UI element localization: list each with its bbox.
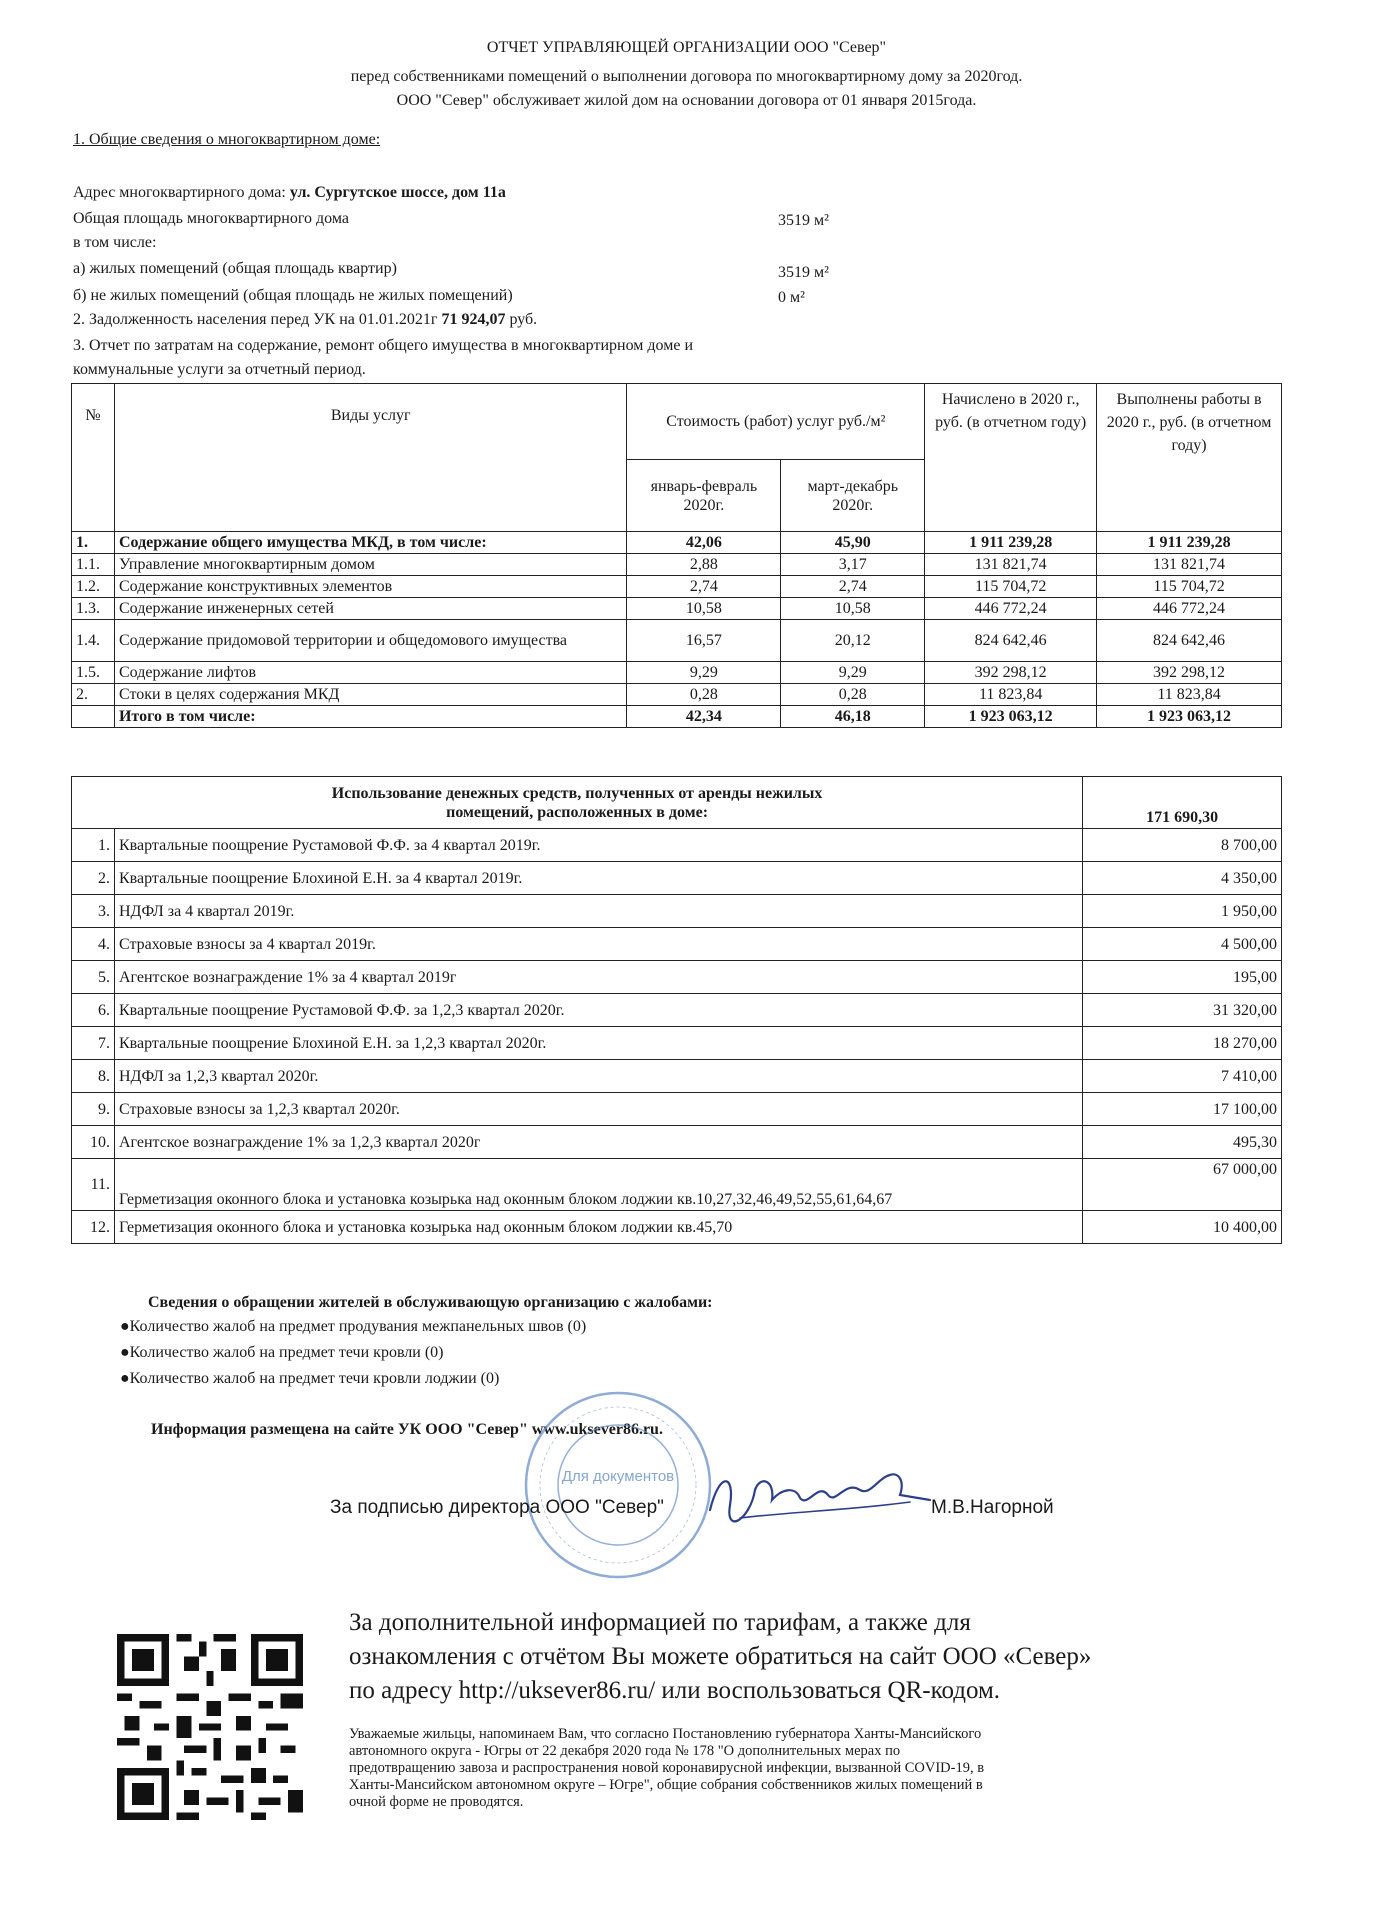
col-header-mar-dec: март-декабрь 2020г.: [781, 460, 925, 532]
expense-name: Квартальные поощрение Блохиной Е.Н. за 4 квартал 2019г.: [114, 862, 1082, 895]
cost-jan-feb: 42,06: [627, 532, 781, 554]
table-row: [72, 1060, 1282, 1093]
debt-unit: руб.: [505, 311, 538, 328]
amount-charged: 1 923 063,12: [925, 706, 1097, 728]
table-row: [72, 1093, 1282, 1126]
row-num: 12.: [72, 1211, 115, 1244]
row-num: [72, 706, 115, 728]
expense-amount: 4 500,00: [1083, 928, 1282, 961]
table-row: [72, 895, 1282, 928]
row-num: 1.5.: [72, 662, 115, 684]
footer-big-line-1: За дополнительной информацией по тарифам, а также для: [349, 1609, 971, 1636]
footer-big-line-3: по адресу http://uksever86.ru/ или воспользоваться QR-кодом.: [349, 1677, 1001, 1704]
table-row: [72, 862, 1282, 895]
service-name: Управление многоквартирным домом: [114, 554, 626, 576]
row-num: 2.: [72, 684, 115, 706]
footer-notice-line-2: автономного округа - Югры от 22 декабря 2020 года № 178 "О дополнительных мерах по: [349, 1743, 901, 1759]
expense-amount: 495,30: [1083, 1126, 1282, 1159]
address-label: Адрес многоквартирного дома:: [73, 184, 290, 201]
amount-done: 446 772,24: [1097, 598, 1282, 620]
service-name: Содержание общего имущества МКД, в том числе:: [114, 532, 626, 554]
handwritten-signature: [700, 1460, 950, 1530]
cost-jan-feb: 16,57: [627, 620, 781, 662]
debt-line: [73, 310, 537, 330]
cost-mar-dec: 45,90: [781, 532, 925, 554]
expense-amount: 17 100,00: [1083, 1093, 1282, 1126]
qr-code[interactable]: [117, 1634, 303, 1820]
footer-notice-line-5: очной форме не проводятся.: [349, 1794, 524, 1810]
expense-name: НДФЛ за 1,2,3 квартал 2020г.: [114, 1060, 1082, 1093]
amount-charged: 824 642,46: [925, 620, 1097, 662]
total-area-value: 3519 м²: [778, 212, 829, 229]
service-name: Содержание придомовой территории и общедомового имущества: [114, 620, 626, 662]
organization-stamp: [518, 1385, 718, 1585]
table-row: [72, 829, 1282, 862]
nonliving-area-value: 0 м²: [778, 289, 805, 306]
amount-done: 1 923 063,12: [1097, 706, 1282, 728]
row-num: 1.4.: [72, 620, 115, 662]
table-row: [72, 1211, 1282, 1244]
footer-notice-line-1: Уважаемые жильцы, напоминаем Вам, что согласно Постановлению губернатора Ханты-Мансийского: [349, 1726, 982, 1742]
contract-line: ООО "Север" обслуживает жилой дом на основании договора от 01 января 2015года.: [396, 92, 977, 109]
expense-amount: 7 410,00: [1083, 1060, 1282, 1093]
table-row: [72, 662, 1282, 684]
amount-charged: 131 821,74: [925, 554, 1097, 576]
expense-name: Квартальные поощрение Рустамовой Ф.Ф. за 4 квартал 2019г.: [114, 829, 1082, 862]
row-num: 2.: [72, 862, 115, 895]
service-name: Содержание лифтов: [114, 662, 626, 684]
amount-done: 1 911 239,28: [1097, 532, 1282, 554]
expense-name: Страховые взносы за 4 квартал 2019г.: [114, 928, 1082, 961]
footer-notice-line-3: предотвращению завоза и распространения новой коронавирусной инфекции, вызванной COVID-19, в: [349, 1760, 985, 1776]
row-num: 1.3.: [72, 598, 115, 620]
rent-total: 171 690,30: [1083, 777, 1282, 829]
amount-charged: 446 772,24: [925, 598, 1097, 620]
complaint-item: ●Количество жалоб на предмет течи кровли (0): [120, 1344, 444, 1361]
amount-done: 392 298,12: [1097, 662, 1282, 684]
report-line-2: коммунальные услуги за отчетный период.: [73, 361, 366, 378]
table-row: [72, 994, 1282, 1027]
expense-name: Агентское вознаграждение 1% за 4 квартал 2019г: [114, 961, 1082, 994]
rent-heading: [72, 777, 1083, 829]
row-num: 1.: [72, 532, 115, 554]
rent-heading-line-1: Использование денежных средств, полученных от аренды нежилых: [331, 784, 823, 802]
table-row: [72, 554, 1282, 576]
cost-jan-feb: 2,74: [627, 576, 781, 598]
col-header-num: №: [72, 384, 115, 532]
cost-jan-feb: 0,28: [627, 684, 781, 706]
including-label: в том числе:: [73, 234, 157, 251]
expense-name: Агентское вознаграждение 1% за 1,2,3 квартал 2020г: [114, 1126, 1082, 1159]
service-name: Содержание инженерных сетей: [114, 598, 626, 620]
col-header-services: Виды услуг: [114, 384, 626, 532]
expense-name: Квартальные поощрение Блохиной Е.Н. за 1,2,3 квартал 2020г.: [114, 1027, 1082, 1060]
amount-charged: 11 823,84: [925, 684, 1097, 706]
col-header-done: Выполнены работы в 2020 г., руб. (в отчетном году): [1097, 384, 1282, 532]
row-num: 1.2.: [72, 576, 115, 598]
row-num: 10.: [72, 1126, 115, 1159]
amount-done: 824 642,46: [1097, 620, 1282, 662]
complaints-heading: Сведения о обращении жителей в обслуживающую организацию с жалобами:: [148, 1294, 713, 1311]
cost-jan-feb: 9,29: [627, 662, 781, 684]
services-cost-table: [71, 383, 1282, 728]
address-line: [73, 183, 506, 203]
row-num: 5.: [72, 961, 115, 994]
expense-amount: 18 270,00: [1083, 1027, 1282, 1060]
cost-mar-dec: 10,58: [781, 598, 925, 620]
col-header-jan-feb: январь-февраль 2020г.: [627, 460, 781, 532]
amount-charged: 392 298,12: [925, 662, 1097, 684]
expense-amount: 31 320,00: [1083, 994, 1282, 1027]
amount-charged: 115 704,72: [925, 576, 1097, 598]
rent-funds-table: [71, 776, 1282, 1244]
expense-amount: 67 000,00: [1083, 1159, 1282, 1211]
row-num: 6.: [72, 994, 115, 1027]
amount-done: 115 704,72: [1097, 576, 1282, 598]
cost-jan-feb: 2,88: [627, 554, 781, 576]
debt-value: 71 924,07: [441, 311, 506, 328]
stamp-text: Для документов: [561, 1468, 675, 1485]
complaint-item: ●Количество жалоб на предмет продувания межпанельных швов (0): [120, 1318, 587, 1335]
expense-amount: 10 400,00: [1083, 1211, 1282, 1244]
complaint-item: ●Количество жалоб на предмет течи кровли лоджии (0): [120, 1370, 500, 1387]
expense-name: Страховые взносы за 1,2,3 квартал 2020г.: [114, 1093, 1082, 1126]
section1-heading: 1. Общие сведения о многоквартирном доме:: [73, 131, 381, 148]
row-num: 8.: [72, 1060, 115, 1093]
table-row: [72, 928, 1282, 961]
table-row: [72, 598, 1282, 620]
col-header-cost: Стоимость (работ) услуг руб./м²: [627, 384, 925, 460]
signature-label: За подписью директора ООО "Север": [330, 1497, 664, 1518]
expense-amount: 195,00: [1083, 961, 1282, 994]
director-name: М.В.Нагорной: [931, 1497, 1054, 1518]
service-name: Стоки в целях содержания МКД: [114, 684, 626, 706]
cost-mar-dec: 20,12: [781, 620, 925, 662]
cost-mar-dec: 46,18: [781, 706, 925, 728]
footer-notice-line-4: Ханты-Мансийском автономном округе – Югре", общие собрания собственников жилых помещений в: [349, 1777, 983, 1793]
table-row: [72, 1159, 1282, 1211]
cost-mar-dec: 3,17: [781, 554, 925, 576]
table-row: [72, 1126, 1282, 1159]
living-area-value: 3519 м²: [778, 264, 829, 281]
expense-amount: 8 700,00: [1083, 829, 1282, 862]
table-row: [72, 532, 1282, 554]
col-header-charged: Начислено в 2020 г., руб. (в отчетном году): [925, 384, 1097, 532]
amount-done: 131 821,74: [1097, 554, 1282, 576]
site-info: Информация размещена на сайте УК ООО "Север" www.uksever86.ru.: [151, 1421, 663, 1438]
footer-big-line-2: ознакомления с отчётом Вы можете обратиться на сайт ООО «Север»: [349, 1643, 1092, 1670]
expense-amount: 1 950,00: [1083, 895, 1282, 928]
report-title: ОТЧЕТ УПРАВЛЯЮЩЕЙ ОРГАНИЗАЦИИ ООО "Север": [486, 39, 887, 56]
expense-amount: 4 350,00: [1083, 862, 1282, 895]
row-num: 7.: [72, 1027, 115, 1060]
expense-name: НДФЛ за 4 квартал 2019г.: [114, 895, 1082, 928]
cost-jan-feb: 10,58: [627, 598, 781, 620]
table-row: [72, 1027, 1282, 1060]
row-num: 9.: [72, 1093, 115, 1126]
nonliving-area-label: б) не жилых помещений (общая площадь не жилых помещений): [73, 287, 513, 304]
total-area-label: Общая площадь многоквартирного дома: [73, 210, 349, 227]
cost-jan-feb: 42,34: [627, 706, 781, 728]
cost-mar-dec: 2,74: [781, 576, 925, 598]
expense-name: Квартальные поощрение Рустамовой Ф.Ф. за 1,2,3 квартал 2020г.: [114, 994, 1082, 1027]
address-value: ул. Сургутское шоссе, дом 11а: [289, 184, 506, 201]
row-num: 4.: [72, 928, 115, 961]
table-row: [72, 961, 1282, 994]
cost-mar-dec: 9,29: [781, 662, 925, 684]
report-subtitle: перед собственниками помещений о выполнении договора по многоквартирному дому за 2020год.: [350, 68, 1023, 85]
table-row: [72, 706, 1282, 728]
amount-done: 11 823,84: [1097, 684, 1282, 706]
living-area-label: а) жилых помещений (общая площадь квартир): [73, 260, 397, 277]
table-row: [72, 620, 1282, 662]
table-row: [72, 576, 1282, 598]
row-num: 11.: [72, 1159, 115, 1211]
row-num: 1.: [72, 829, 115, 862]
rent-heading-line-2: помещений, расположенных в доме:: [446, 803, 709, 821]
service-name: Содержание конструктивных элементов: [114, 576, 626, 598]
table-row: [72, 684, 1282, 706]
expense-name: Герметизация оконного блока и установка козырька над оконным блоком лоджии кв.10,27,32,46,49,52,55,61,64,67: [114, 1159, 1082, 1211]
service-name: Итого в том числе:: [114, 706, 626, 728]
report-line-1: 3. Отчет по затратам на содержание, ремонт общего имущества в многоквартирном доме и: [73, 337, 694, 354]
row-num: 1.1.: [72, 554, 115, 576]
row-num: 3.: [72, 895, 115, 928]
cost-mar-dec: 0,28: [781, 684, 925, 706]
expense-name: Герметизация оконного блока и установка козырька над оконным блоком лоджии кв.45,70: [114, 1211, 1082, 1244]
debt-label: 2. Задолженность населения перед УК на 01.01.2021г: [73, 311, 442, 328]
amount-charged: 1 911 239,28: [925, 532, 1097, 554]
